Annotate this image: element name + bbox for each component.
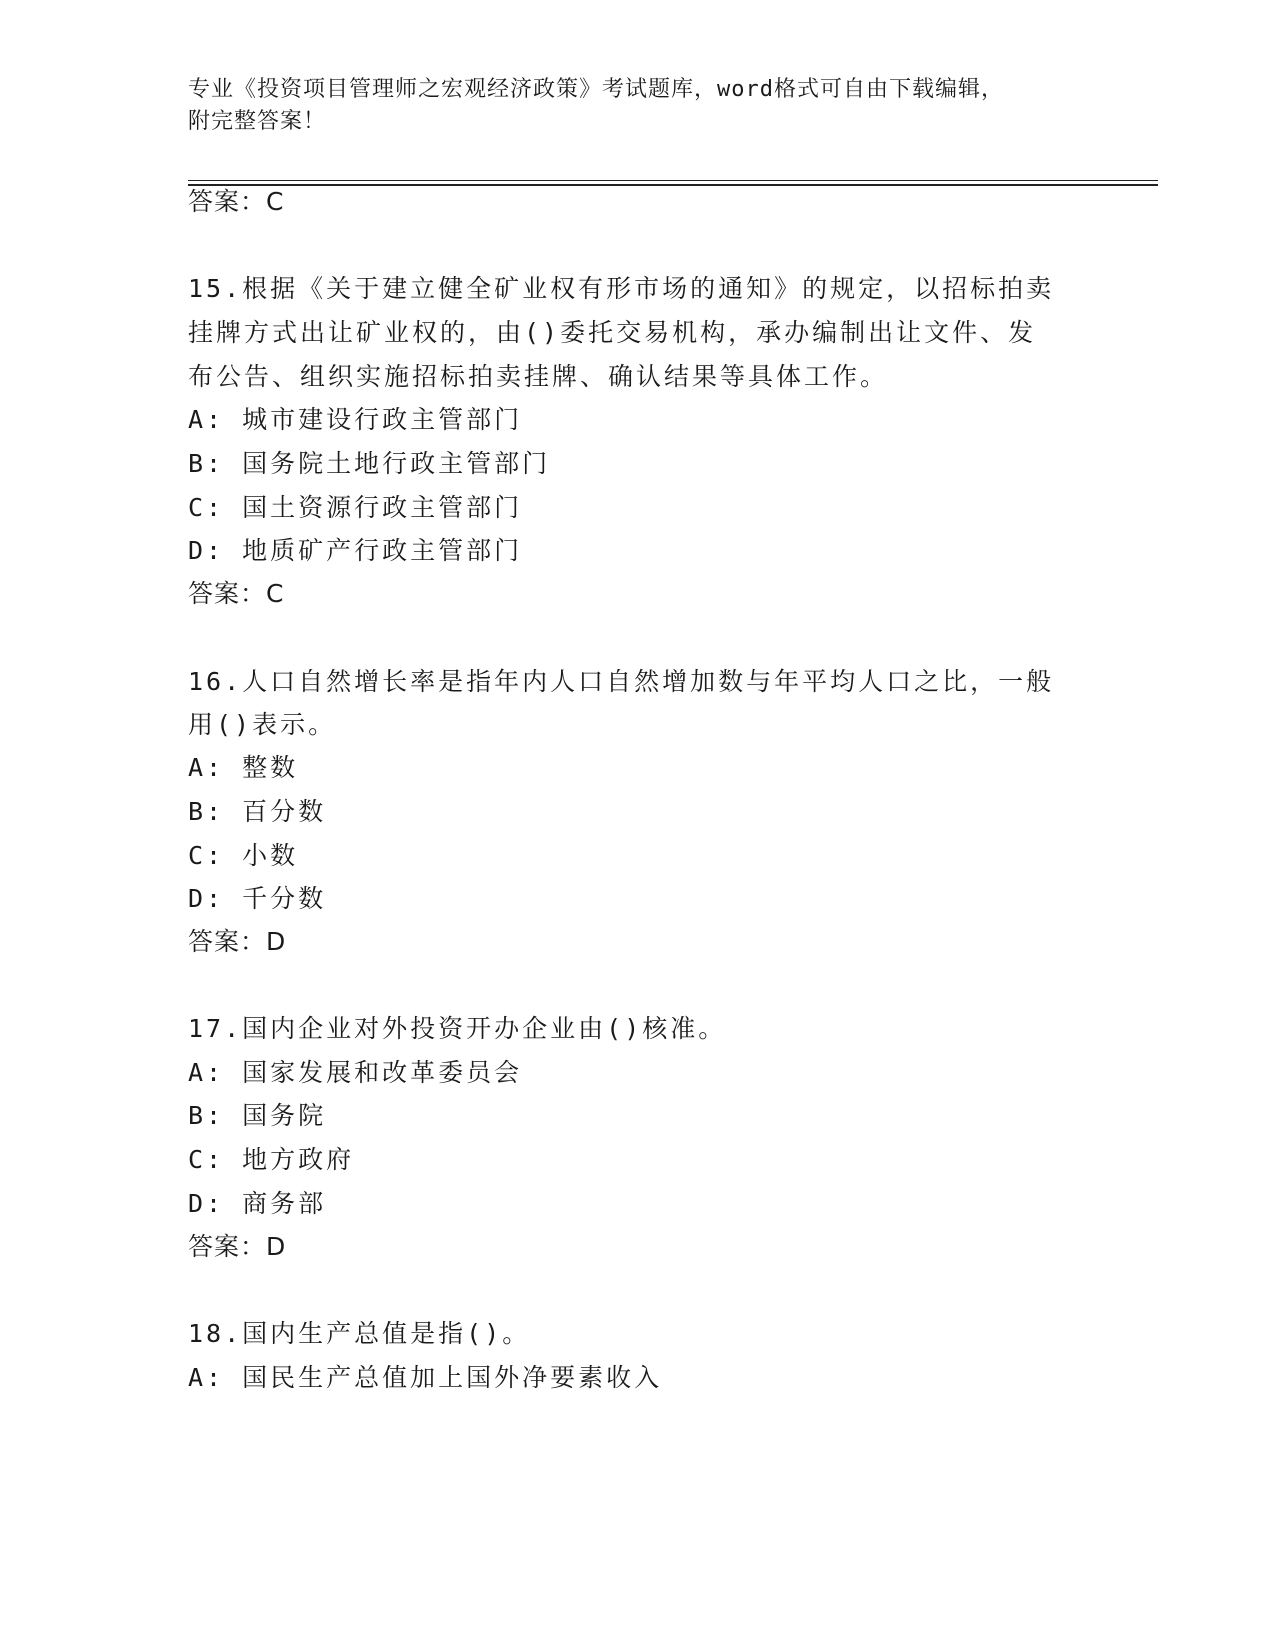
q17-stem-line-1: 17.国内企业对外投资开办企业由()核准。 [188, 1014, 727, 1043]
header-rule-top [188, 180, 1158, 181]
q15-option-d: D: 地质矿产行政主管部门 [188, 536, 523, 565]
q16-option-d: D: 千分数 [188, 884, 327, 913]
q15-answer: 答案：C [188, 579, 285, 608]
q15-option-b: B: 国务院土地行政主管部门 [188, 449, 551, 478]
header-line-1: 专业《投资项目管理师之宏观经济政策》考试题库，word格式可自由下载编辑， [188, 77, 1004, 102]
header-line-2: 附完整答案！ [188, 109, 327, 134]
q16-option-c: C: 小数 [188, 841, 299, 870]
q17-option-d: D: 商务部 [188, 1189, 327, 1218]
q18-option-a: A: 国民生产总值加上国外净要素收入 [188, 1363, 663, 1392]
q16-option-a: A: 整数 [188, 753, 299, 782]
q15-stem-line-3: 布公告、组织实施招标拍卖挂牌、确认结果等具体工作。 [188, 362, 889, 391]
q16-stem-line-2: 用()表示。 [188, 710, 337, 739]
q16-stem-line-1: 16.人口自然增长率是指年内人口自然增加数与年平均人口之比，一般 [188, 667, 1055, 696]
q15-stem-line-2: 挂牌方式出让矿业权的，由()委托交易机构，承办编制出让文件、发 [188, 318, 1037, 347]
q18-stem-line-1: 18.国内生产总值是指()。 [188, 1319, 531, 1348]
q17-answer: 答案：D [188, 1232, 287, 1261]
q17-option-a: A: 国家发展和改革委员会 [188, 1058, 523, 1087]
q15-option-c: C: 国土资源行政主管部门 [188, 493, 523, 522]
header-rule-bottom [188, 184, 1158, 186]
q17-option-b: B: 国务院 [188, 1101, 327, 1130]
q16-option-b: B: 百分数 [188, 797, 327, 826]
q15-stem-line-1: 15.根据《关于建立健全矿业权有形市场的通知》的规定，以招标拍卖 [188, 274, 1055, 303]
document-header [188, 74, 1088, 138]
q15-option-a: A: 城市建设行政主管部门 [188, 405, 523, 434]
q17-option-c: C: 地方政府 [188, 1145, 355, 1174]
q16-answer: 答案：D [188, 927, 287, 956]
previous-answer: 答案：C [188, 187, 285, 216]
